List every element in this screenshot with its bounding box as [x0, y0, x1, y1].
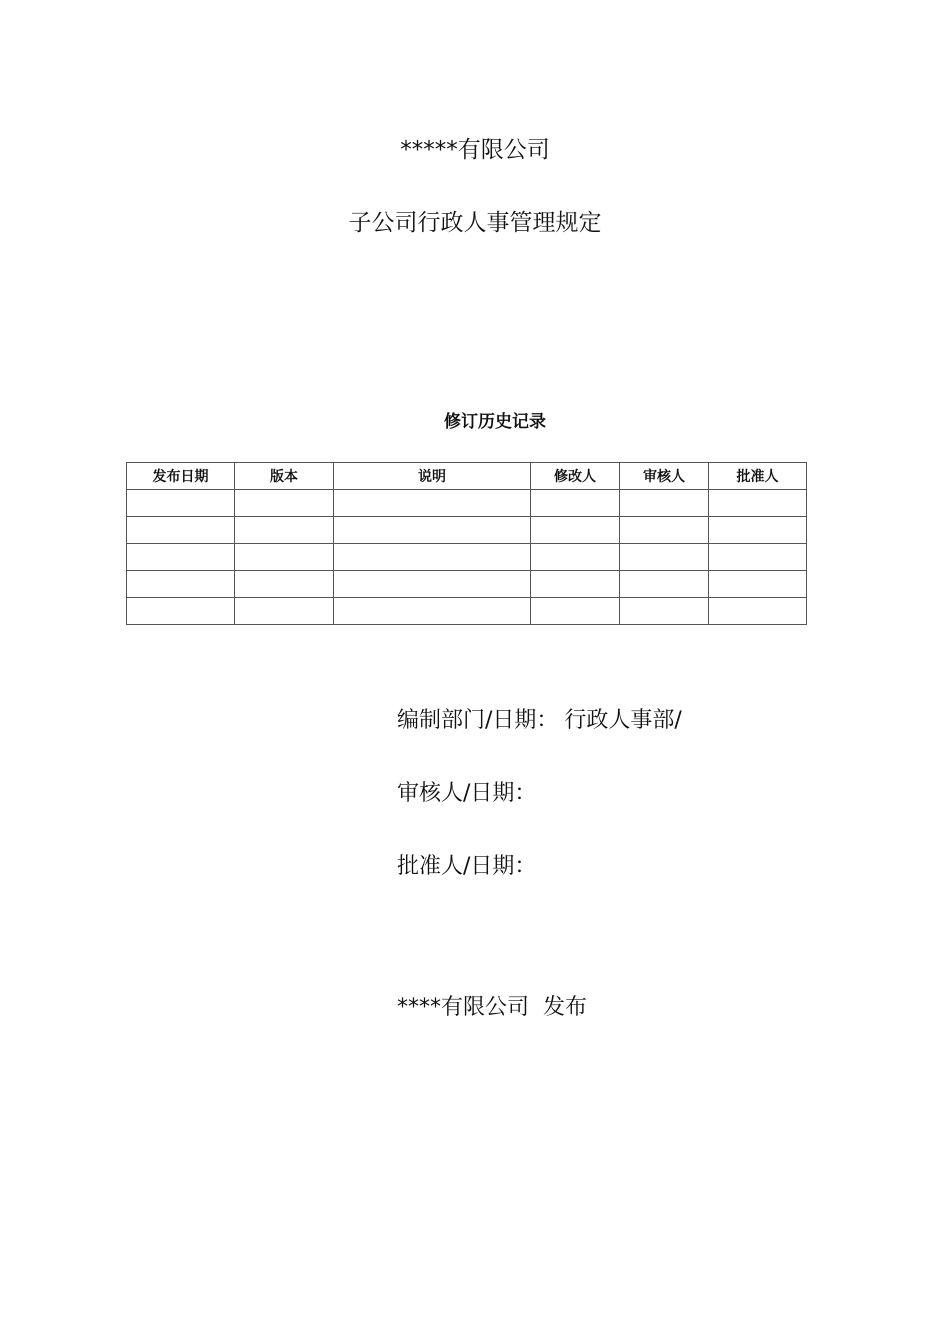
table-cell — [235, 490, 334, 517]
table-cell — [334, 544, 531, 571]
table-row — [127, 598, 807, 625]
table-cell — [235, 544, 334, 571]
table-cell — [709, 517, 807, 544]
table-cell — [334, 598, 531, 625]
table-cell — [709, 571, 807, 598]
table-cell — [127, 598, 235, 625]
prepared-by-value: 行政人事部/ — [564, 708, 682, 733]
table-cell — [531, 544, 620, 571]
table-cell — [620, 571, 709, 598]
table-cell — [531, 490, 620, 517]
table-cell — [235, 598, 334, 625]
prepared-by-label: 编制部门/日期： — [397, 708, 559, 733]
document-title: 子公司行政人事管理规定 — [348, 210, 602, 236]
table-cell — [127, 490, 235, 517]
table-cell — [127, 544, 235, 571]
company-name: *****有限公司 — [400, 137, 550, 163]
table-cell — [334, 517, 531, 544]
column-header-description: 说明 — [334, 463, 531, 490]
reviewer-line — [397, 779, 536, 809]
table-cell — [235, 517, 334, 544]
table-cell — [620, 517, 709, 544]
revision-history-heading: 修订历史记录 — [444, 412, 546, 432]
table-cell — [127, 571, 235, 598]
table-row — [127, 490, 807, 517]
column-header-approver: 批准人 — [709, 463, 807, 490]
table-cell — [531, 598, 620, 625]
table-cell — [709, 598, 807, 625]
prepared-by-line — [397, 706, 682, 736]
reviewer-label: 审核人/日期： — [397, 781, 537, 806]
table-row — [127, 571, 807, 598]
table-cell — [235, 571, 334, 598]
table-cell — [709, 544, 807, 571]
publish-label: 发布 — [543, 995, 588, 1020]
publisher-name: ****有限公司 — [397, 995, 530, 1020]
approver-line — [397, 852, 536, 882]
table-row — [127, 517, 807, 544]
approver-label: 批准人/日期： — [397, 854, 537, 879]
table-cell — [531, 571, 620, 598]
column-header-reviewer: 审核人 — [620, 463, 709, 490]
table-cell — [709, 490, 807, 517]
table-cell — [127, 517, 235, 544]
table-cell — [531, 517, 620, 544]
table-cell — [334, 490, 531, 517]
table-cell — [620, 544, 709, 571]
column-header-modifier: 修改人 — [531, 463, 620, 490]
column-header-version: 版本 — [235, 463, 334, 490]
revision-history-table — [126, 462, 807, 625]
table-cell — [620, 598, 709, 625]
table-cell — [334, 571, 531, 598]
publisher-line — [397, 993, 587, 1023]
column-header-release-date: 发布日期 — [127, 463, 235, 490]
table-header-row — [127, 463, 807, 490]
table-row — [127, 544, 807, 571]
table-cell — [620, 490, 709, 517]
